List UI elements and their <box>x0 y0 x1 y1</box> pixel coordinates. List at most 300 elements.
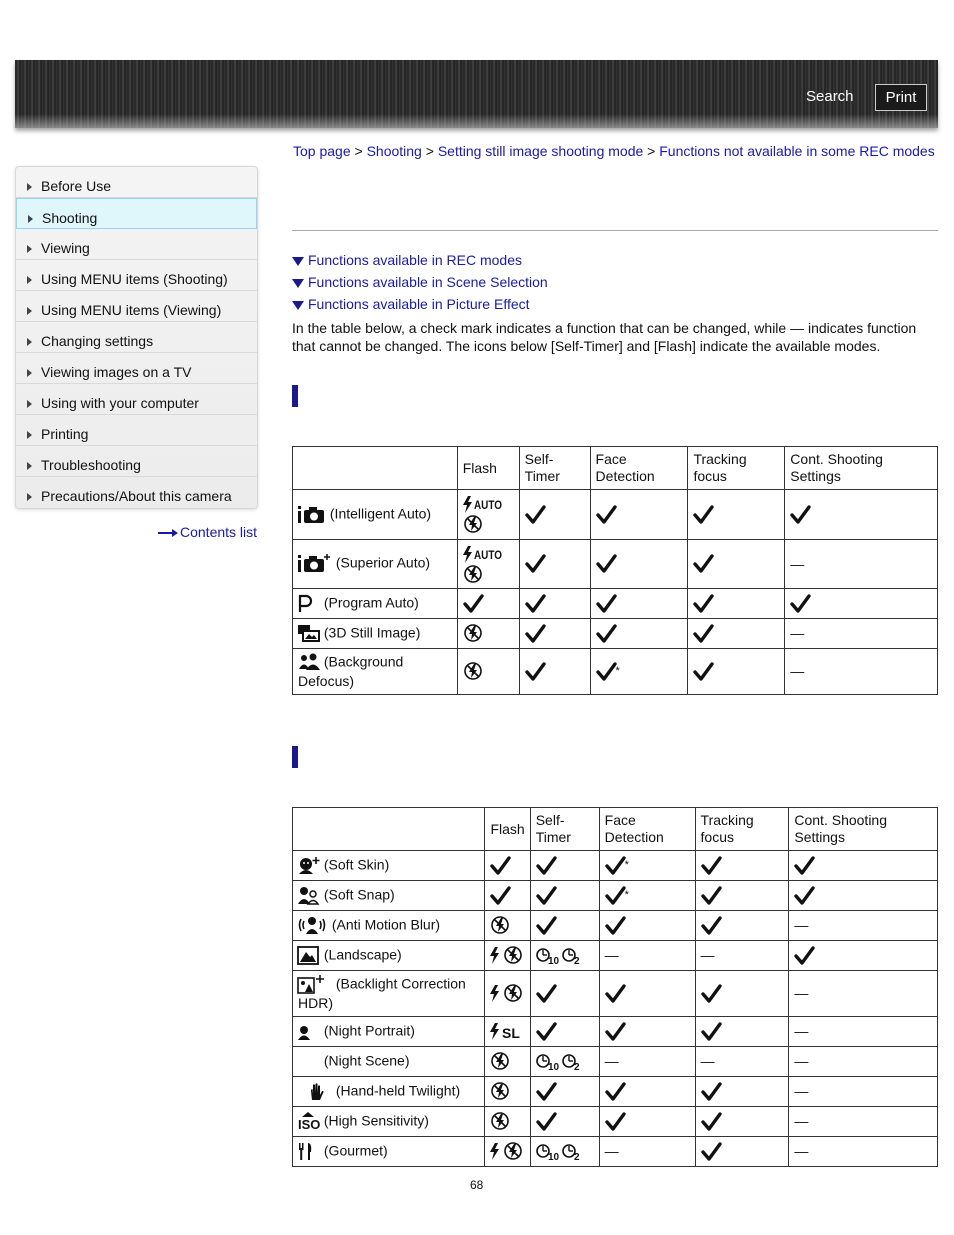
mode-label: (Backlight Correction HDR) <box>298 975 466 1011</box>
function-cell <box>695 1017 789 1047</box>
triangle-right-icon <box>27 183 32 191</box>
flash-cell <box>457 490 519 540</box>
check-icon <box>490 856 510 876</box>
function-cell <box>688 490 785 540</box>
table-row <box>293 490 938 540</box>
check-icon <box>693 624 713 644</box>
note-asterisk: * <box>624 859 629 871</box>
hand-held-twilight-icon <box>298 1082 332 1102</box>
anchor-label: Functions available in REC modes <box>308 252 522 268</box>
mode-cell <box>293 911 485 941</box>
function-cell <box>590 649 688 695</box>
function-cell <box>530 1107 599 1137</box>
not-available-dash: — <box>700 947 715 963</box>
table-row <box>293 589 938 619</box>
mode-cell <box>293 851 485 881</box>
column-header: Cont. Shooting Settings <box>789 808 938 851</box>
sidebar-item-using-with-your-computer[interactable] <box>16 384 257 415</box>
flash-cell <box>457 589 519 619</box>
triangle-right-icon <box>27 400 32 408</box>
program-auto-icon <box>298 594 320 614</box>
sidebar-item-label: Using MENU items (Viewing) <box>41 302 222 318</box>
contents-list-link[interactable] <box>158 524 257 540</box>
check-icon <box>794 856 814 876</box>
flash-modes-group <box>463 545 514 584</box>
function-cell <box>599 1077 695 1107</box>
check-icon <box>701 1112 721 1132</box>
anchor-label: Functions available in Scene Selection <box>308 274 548 290</box>
sidebar-item-troubleshooting[interactable] <box>16 446 257 477</box>
flash-cell <box>485 851 530 881</box>
check-icon <box>536 984 556 1004</box>
check-icon <box>536 1022 556 1042</box>
flash-off-icon <box>463 515 483 534</box>
check-with-note <box>605 856 629 872</box>
mode-cell <box>293 941 485 971</box>
function-cell <box>789 1137 938 1167</box>
sidebar-item-using-menu-items-shooting[interactable] <box>16 260 257 291</box>
check-icon <box>693 505 713 525</box>
svg-text:2: 2 <box>573 1061 580 1073</box>
function-cell <box>785 649 938 695</box>
search-link[interactable]: Search <box>806 88 854 105</box>
flash-off-icon <box>463 624 483 643</box>
check-icon <box>605 1112 625 1132</box>
not-available-dash: — <box>700 1053 715 1069</box>
function-cell <box>530 1047 599 1077</box>
divider <box>292 230 938 231</box>
function-cell <box>590 540 688 589</box>
triangle-right-icon <box>27 245 32 253</box>
check-icon <box>525 594 545 614</box>
table-header-row <box>293 447 938 490</box>
function-cell <box>785 589 938 619</box>
flash-cell <box>485 881 530 911</box>
column-header: Tracking focus <box>695 808 789 851</box>
flash-cell <box>485 1047 530 1077</box>
check-icon <box>536 856 556 876</box>
flash-on-off-icon <box>490 984 524 1003</box>
function-cell <box>785 490 938 540</box>
check-icon <box>525 554 545 574</box>
function-cell <box>789 1077 938 1107</box>
flash-cell <box>485 1137 530 1167</box>
column-header: Self- Timer <box>530 808 599 851</box>
flash-cell <box>485 1017 530 1047</box>
self-timer-icon <box>536 1142 586 1162</box>
function-cell <box>599 881 695 911</box>
anchor-label: Functions available in Picture Effect <box>308 296 530 312</box>
flash-off-icon <box>490 916 510 935</box>
table-row <box>293 1077 938 1107</box>
triangle-right-icon <box>27 338 32 346</box>
table-row <box>293 1137 938 1167</box>
check-icon <box>701 984 721 1004</box>
breadcrumb <box>293 143 935 159</box>
mode-cell <box>293 1047 485 1077</box>
table-row <box>293 540 938 589</box>
function-cell <box>530 971 599 1017</box>
check-icon <box>693 662 713 682</box>
flash-off-icon <box>490 1112 510 1131</box>
function-cell <box>695 1077 789 1107</box>
function-cell <box>789 911 938 941</box>
table-row <box>293 911 938 941</box>
sidebar-item-shooting[interactable] <box>16 198 257 229</box>
svg-text:2: 2 <box>573 1151 580 1163</box>
backlight-hdr-icon <box>298 975 332 995</box>
sidebar-item-printing[interactable] <box>16 415 257 446</box>
function-cell <box>519 490 590 540</box>
mode-label: (Superior Auto) <box>332 554 431 571</box>
mode-label: (Soft Snap) <box>320 886 395 903</box>
check-icon <box>596 662 616 682</box>
check-icon <box>701 916 721 936</box>
table-row <box>293 1047 938 1077</box>
flash-cell <box>485 1077 530 1107</box>
not-available-dash: — <box>794 917 809 933</box>
breadcrumb-link[interactable]: Setting still image shooting mode <box>437 143 644 159</box>
flash-slow-sync-icon <box>490 1022 524 1041</box>
mode-label: (Anti Motion Blur) <box>328 916 441 933</box>
function-cell <box>789 851 938 881</box>
column-header: Tracking focus <box>688 447 785 490</box>
sidebar-item-viewing-images-on-a-tv[interactable] <box>16 353 257 384</box>
function-cell <box>785 540 938 589</box>
flash-cell <box>457 619 519 649</box>
check-icon <box>701 1142 721 1162</box>
function-cell <box>599 941 695 971</box>
check-icon <box>794 946 814 966</box>
flash-off-icon <box>463 565 483 584</box>
function-cell <box>599 971 695 1017</box>
check-icon <box>701 1082 721 1102</box>
breadcrumb-separator: > <box>421 143 438 159</box>
function-cell <box>695 851 789 881</box>
breadcrumb-link[interactable]: Functions not available in some REC modes <box>659 143 935 159</box>
svg-text:10: 10 <box>547 1061 559 1073</box>
page-number: 68 <box>470 1178 484 1192</box>
column-header: Face Detection <box>599 808 695 851</box>
function-cell <box>688 619 785 649</box>
not-available-dash: — <box>794 1023 809 1039</box>
sidebar-item-label: Using MENU items (Shooting) <box>41 271 228 287</box>
function-cell <box>688 540 785 589</box>
note-asterisk: * <box>624 889 629 901</box>
flash-cell <box>485 911 530 941</box>
column-header: Cont. Shooting Settings <box>785 447 938 490</box>
check-icon <box>693 594 713 614</box>
function-cell <box>789 1017 938 1047</box>
landscape-icon <box>298 946 320 966</box>
function-cell <box>695 911 789 941</box>
svg-text:ISO: ISO <box>298 1116 321 1132</box>
mode-cell <box>293 589 458 619</box>
function-cell <box>599 1137 695 1167</box>
not-available-dash: — <box>790 663 805 679</box>
sidebar-item-label: Shooting <box>42 210 98 226</box>
flash-off-icon <box>490 1082 510 1101</box>
function-cell <box>599 1047 695 1077</box>
check-icon <box>605 1082 625 1102</box>
not-available-dash: — <box>794 1143 809 1159</box>
anchor-scene-selection[interactable] <box>292 274 548 290</box>
column-header: Flash <box>485 808 530 851</box>
table-row <box>293 941 938 971</box>
function-cell <box>789 1107 938 1137</box>
sidebar-item-label: Using with your computer <box>41 395 199 411</box>
check-icon <box>525 662 545 682</box>
gourmet-icon <box>298 1142 320 1162</box>
mode-label: (Hand-held Twilight) <box>332 1082 461 1099</box>
mode-label: (3D Still Image) <box>320 624 421 641</box>
check-icon <box>701 856 721 876</box>
triangle-right-icon <box>27 276 32 284</box>
function-cell <box>789 941 938 971</box>
column-header: Self- Timer <box>519 447 590 490</box>
mode-cell <box>293 490 458 540</box>
function-cell <box>530 1017 599 1047</box>
triangle-right-icon <box>27 307 32 315</box>
check-icon <box>605 916 625 936</box>
sidebar-item-label: Precautions/About this camera <box>41 488 232 504</box>
check-icon <box>596 624 616 644</box>
mode-cell <box>293 619 458 649</box>
sidebar-item-viewing[interactable] <box>16 229 257 260</box>
sidebar-item-label: Viewing <box>41 240 90 256</box>
anchor-picture-effect[interactable] <box>292 296 530 312</box>
mode-label: (Night Portrait) <box>320 1022 415 1039</box>
table-row <box>293 971 938 1017</box>
triangle-right-icon <box>27 369 32 377</box>
function-cell <box>789 1047 938 1077</box>
function-cell <box>530 881 599 911</box>
function-cell <box>695 1107 789 1137</box>
not-available-dash: — <box>794 1113 809 1129</box>
mode-cell <box>293 881 485 911</box>
flash-on-off-icon <box>490 1142 524 1161</box>
function-cell <box>530 911 599 941</box>
function-cell <box>530 851 599 881</box>
svg-text:SL: SL <box>502 1025 521 1041</box>
function-cell <box>530 1137 599 1167</box>
check-icon <box>701 886 721 906</box>
sidebar-item-before-use[interactable] <box>16 167 257 198</box>
page-footer <box>290 1175 940 1235</box>
function-cell <box>785 619 938 649</box>
sidebar-item-label: Viewing images on a TV <box>41 364 192 380</box>
function-cell <box>688 589 785 619</box>
check-icon <box>790 594 810 614</box>
breadcrumb-link[interactable]: Top page <box>293 143 351 159</box>
3d-still-icon <box>298 624 320 644</box>
function-cell <box>688 649 785 695</box>
column-header <box>293 808 485 851</box>
function-cell <box>695 1137 789 1167</box>
mode-cell <box>293 1017 485 1047</box>
check-icon <box>536 886 556 906</box>
check-icon <box>536 1112 556 1132</box>
check-icon <box>525 505 545 525</box>
flash-cell <box>457 540 519 589</box>
intro-text: In the table below, a check mark indicates a function that can be changed, while — indicates function that cannot be changed. The icons below [Self-Timer] and [Flash] indicate the available modes. <box>292 320 917 354</box>
self-timer-icon <box>536 946 586 966</box>
flash-off-icon <box>463 662 483 681</box>
check-icon <box>605 856 625 876</box>
breadcrumb-separator: > <box>350 143 367 159</box>
svg-text:10: 10 <box>547 1151 559 1163</box>
rec-modes-table <box>292 446 938 695</box>
flash-cell <box>485 1107 530 1137</box>
mode-cell <box>293 1077 485 1107</box>
not-available-dash: — <box>790 625 805 641</box>
mode-cell <box>293 971 485 1017</box>
function-cell <box>590 490 688 540</box>
check-icon <box>463 594 483 614</box>
check-with-note <box>605 886 629 902</box>
triangle-down-icon <box>292 279 304 288</box>
flash-off-icon <box>490 1052 510 1071</box>
column-header <box>293 447 458 490</box>
table-row <box>293 881 938 911</box>
mode-cell <box>293 649 458 695</box>
function-cell <box>789 971 938 1017</box>
breadcrumb-separator: > <box>643 143 660 159</box>
triangle-down-icon <box>292 257 304 266</box>
sidebar-item-label: Troubleshooting <box>41 457 141 473</box>
self-timer-icon <box>536 1052 586 1072</box>
mode-label: (Soft Skin) <box>320 856 390 873</box>
triangle-right-icon <box>28 215 33 223</box>
anti-motion-blur-icon <box>298 916 328 936</box>
intelligent-auto-icon <box>298 505 326 525</box>
header-banner <box>15 60 938 128</box>
triangle-down-icon <box>292 301 304 310</box>
check-icon <box>605 886 625 906</box>
background-defocus-icon <box>298 653 320 673</box>
function-cell <box>530 1077 599 1107</box>
night-scene-icon <box>298 1052 320 1072</box>
function-cell <box>789 881 938 911</box>
flash-cell <box>485 971 530 1017</box>
function-cell <box>695 1047 789 1077</box>
sidebar-item-using-menu-items-viewing[interactable] <box>16 291 257 322</box>
check-icon <box>490 886 510 906</box>
sidebar-item-changing-settings[interactable] <box>16 322 257 353</box>
section-marker <box>292 385 298 407</box>
function-cell <box>695 941 789 971</box>
svg-text:AUTO: AUTO <box>473 498 502 512</box>
mode-label: (Intelligent Auto) <box>326 505 432 522</box>
flash-cell <box>457 649 519 695</box>
not-available-dash: — <box>790 555 805 572</box>
not-available-dash: — <box>604 947 619 963</box>
mode-label: (Landscape) <box>320 946 402 963</box>
not-available-dash: — <box>794 985 809 1001</box>
table-header-row <box>293 808 938 851</box>
check-icon <box>701 1022 721 1042</box>
night-portrait-icon <box>298 1022 320 1042</box>
mode-cell <box>293 540 458 589</box>
column-header: Face Detection <box>590 447 688 490</box>
sidebar-item-precautions-about-this-camera[interactable] <box>16 477 257 508</box>
sidebar-item-label: Before Use <box>41 178 112 194</box>
check-icon <box>605 984 625 1004</box>
superior-auto-icon <box>298 554 332 574</box>
svg-text:10: 10 <box>547 955 559 967</box>
function-cell <box>695 881 789 911</box>
not-available-dash: — <box>794 1053 809 1069</box>
table-row <box>293 649 938 695</box>
anchor-rec-modes[interactable] <box>292 252 522 268</box>
function-cell <box>519 619 590 649</box>
sidebar-item-label: Printing <box>41 426 89 442</box>
table-row <box>293 619 938 649</box>
function-cell <box>530 941 599 971</box>
mode-label: (Background Defocus) <box>298 653 404 689</box>
mode-label: (Gourmet) <box>320 1142 388 1159</box>
function-cell <box>695 971 789 1017</box>
check-icon <box>596 505 616 525</box>
triangle-right-icon <box>27 431 32 439</box>
scene-selection-table <box>292 807 938 1167</box>
section-marker <box>292 746 298 768</box>
sidebar-item-label: Changing settings <box>41 333 154 349</box>
soft-snap-icon <box>298 886 320 906</box>
mode-cell <box>293 1137 485 1167</box>
function-cell <box>519 540 590 589</box>
not-available-dash: — <box>604 1053 619 1069</box>
mode-label: (Night Scene) <box>320 1052 410 1069</box>
breadcrumb-link[interactable]: Shooting <box>366 143 422 159</box>
check-icon <box>605 1022 625 1042</box>
flash-modes-group <box>463 495 514 534</box>
check-with-note <box>596 662 620 678</box>
function-cell <box>599 911 695 941</box>
table-row <box>293 851 938 881</box>
check-icon <box>596 554 616 574</box>
function-cell <box>599 1107 695 1137</box>
flash-on-off-icon <box>490 946 524 965</box>
arrow-right-icon <box>158 529 178 537</box>
column-header: Flash <box>457 447 519 490</box>
check-icon <box>693 554 713 574</box>
function-cell <box>590 619 688 649</box>
high-sensitivity-icon <box>298 1112 320 1132</box>
contents-list-label: Contents list <box>180 524 258 540</box>
function-cell <box>599 851 695 881</box>
soft-skin-icon <box>298 856 320 876</box>
not-available-dash: — <box>604 1143 619 1159</box>
mode-label: (High Sensitivity) <box>320 1112 429 1129</box>
function-cell <box>599 1017 695 1047</box>
triangle-right-icon <box>27 462 32 470</box>
flash-cell <box>485 941 530 971</box>
table-row <box>293 1107 938 1137</box>
svg-text:AUTO: AUTO <box>473 547 502 562</box>
check-icon <box>794 886 814 906</box>
triangle-right-icon <box>27 493 32 501</box>
print-button[interactable]: Print <box>875 84 927 111</box>
mode-label: (Program Auto) <box>320 594 419 611</box>
flash-auto-icon <box>463 495 503 513</box>
mode-cell <box>293 1107 485 1137</box>
function-cell <box>519 649 590 695</box>
table-row <box>293 1017 938 1047</box>
check-icon <box>536 1082 556 1102</box>
svg-text:2: 2 <box>573 955 580 967</box>
not-available-dash: — <box>794 1083 809 1099</box>
